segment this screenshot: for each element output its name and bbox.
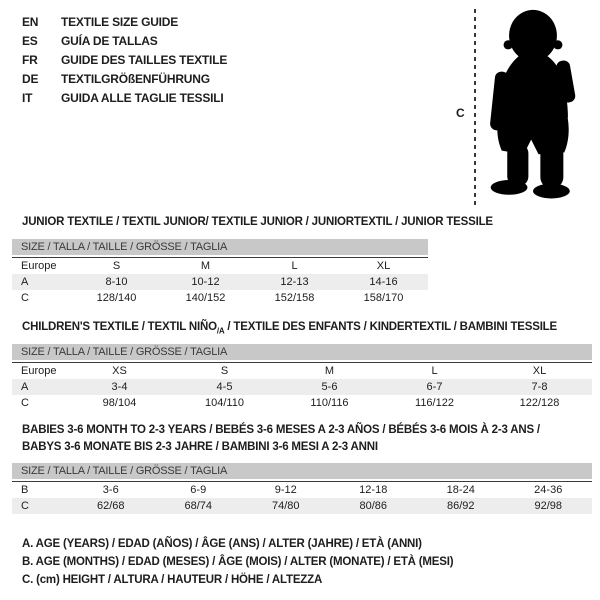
table-cell: 18-24: [446, 484, 475, 496]
size-header-bar: SIZE / TALLA / TAILLE / GRÖSSE / TAGLIA: [12, 239, 428, 255]
table-row: [12, 258, 428, 275]
toddler-silhouette-image: [487, 6, 579, 206]
children-title-subscript: /A: [216, 326, 225, 336]
children-title-text: / TEXTILE DES ENFANTS / KINDERTEXTIL / BAMBINI TESSILE: [224, 321, 557, 333]
junior-size-table: [12, 239, 428, 306]
children-size-table: [12, 344, 592, 411]
language-row-en: [22, 13, 227, 32]
junior-section-title: JUNIOR TEXTILE / TEXTIL JUNIOR/ TEXTILE JUNIOR / JUNIORTEXTIL / JUNIOR TESSILE: [22, 216, 493, 228]
language-code: ES: [22, 34, 38, 48]
table-cell: 62/68: [96, 500, 125, 512]
babies-title-line2: BABYS 3-6 MONATE BIS 2-3 JAHRE / BAMBINI 3-6 MESI A 2-3 ANNI: [22, 441, 378, 453]
language-title: TEXTILGRÖßENFÜHRUNG: [61, 72, 210, 86]
table-cell: XL: [532, 365, 547, 377]
row-label: B: [21, 484, 29, 496]
row-label: C: [21, 292, 29, 304]
babies-size-table: [12, 463, 592, 514]
table-row: [12, 498, 592, 514]
language-row-es: [22, 32, 227, 51]
language-title: GUIDA ALLE TAGLIE TESSILI: [61, 91, 224, 105]
table-cell: 104/110: [205, 397, 244, 409]
table-cell: 24-36: [534, 484, 563, 496]
table-cell: 7-8: [531, 381, 548, 393]
table-cell: 3-4: [111, 381, 128, 393]
row-label: C: [21, 500, 29, 512]
table-cell: M: [324, 365, 335, 377]
table-cell: 158/170: [363, 292, 404, 304]
table-cell: L: [431, 365, 438, 377]
table-cell: 8-10: [105, 276, 128, 288]
children-table-grid: [12, 362, 592, 411]
size-header-bar: SIZE / TALLA / TAILLE / GRÖSSE / TAGLIA: [12, 344, 592, 360]
babies-title-line1: BABIES 3-6 MONTH TO 2-3 YEARS / BEBÉS 3-6 MESES A 2-3 AÑOS / BÉBÉS 3-6 MOIS À 2-3 ANS /: [22, 424, 540, 436]
table-cell: 6-9: [190, 484, 207, 496]
table-cell: 152/158: [274, 292, 315, 304]
table-cell: XL: [376, 260, 391, 272]
table-cell: 3-6: [102, 484, 119, 496]
table-cell: 116/122: [415, 397, 454, 409]
table-cell: S: [220, 365, 229, 377]
language-title-list: [22, 13, 227, 108]
children-section-title: [22, 321, 557, 335]
table-cell: 140/152: [185, 292, 226, 304]
height-marker-label: C: [456, 106, 465, 120]
table-cell: 92/98: [534, 500, 563, 512]
table-cell: 110/116: [310, 397, 349, 409]
table-row: [12, 290, 428, 306]
row-label: Europe: [21, 260, 57, 272]
table-cell: 86/92: [446, 500, 475, 512]
table-cell: 6-7: [426, 381, 443, 393]
table-cell: 68/74: [184, 500, 213, 512]
row-label: A: [21, 381, 29, 393]
table-cell: 14-16: [369, 276, 398, 288]
row-label: Europe: [21, 365, 57, 377]
table-cell: 12-18: [359, 484, 388, 496]
table-row: [12, 482, 592, 499]
table-cell: 12-13: [280, 276, 309, 288]
height-dashed-line: [474, 9, 476, 207]
footnote-legend: [22, 535, 453, 589]
language-code: DE: [22, 72, 39, 86]
table-cell: L: [291, 260, 298, 272]
table-cell: 122/128: [519, 397, 560, 409]
row-label: C: [21, 397, 29, 409]
footnote-c: C. (cm) HEIGHT / ALTURA / HAUTEUR / HÖHE / ALTEZZA: [22, 574, 323, 586]
babies-section-title: [22, 422, 540, 456]
table-row: [12, 274, 428, 290]
table-cell: 80/86: [359, 500, 388, 512]
table-cell: S: [112, 260, 121, 272]
language-row-fr: [22, 51, 227, 70]
junior-table-grid: [12, 257, 428, 306]
row-label: A: [21, 276, 29, 288]
table-row: [12, 395, 592, 411]
footnote-a: A. AGE (YEARS) / EDAD (AÑOS) / ÂGE (ANS) / ALTER (JAHRE) / ETÀ (ANNI): [22, 538, 422, 550]
language-row-de: [22, 70, 227, 89]
table-cell: 74/80: [271, 500, 300, 512]
table-row: [12, 379, 592, 395]
table-cell: 4-5: [216, 381, 233, 393]
table-cell: 98/104: [102, 397, 137, 409]
table-cell: 128/140: [96, 292, 137, 304]
language-code: EN: [22, 15, 39, 29]
table-cell: M: [200, 260, 211, 272]
babies-table-grid: [12, 481, 592, 514]
language-title: TEXTILE SIZE GUIDE: [61, 15, 179, 29]
language-code: FR: [22, 53, 38, 67]
footnote-b: B. AGE (MONTHS) / EDAD (MESES) / ÂGE (MOIS) / ALTER (MONATE) / ETÀ (MESI): [22, 556, 454, 568]
language-title: GUÍA DE TALLAS: [61, 34, 158, 48]
language-code: IT: [22, 91, 33, 105]
table-cell: 9-12: [274, 484, 297, 496]
language-title: GUIDE DES TAILLES TEXTILE: [61, 53, 228, 67]
table-row: [12, 363, 592, 380]
table-cell: XS: [112, 365, 127, 377]
size-header-bar: SIZE / TALLA / TAILLE / GRÖSSE / TAGLIA: [12, 463, 592, 479]
table-cell: 5-6: [321, 381, 338, 393]
children-title-text: CHILDREN'S TEXTILE / TEXTIL NIÑO: [22, 321, 217, 333]
table-cell: 10-12: [191, 276, 220, 288]
language-row-it: [22, 89, 227, 108]
